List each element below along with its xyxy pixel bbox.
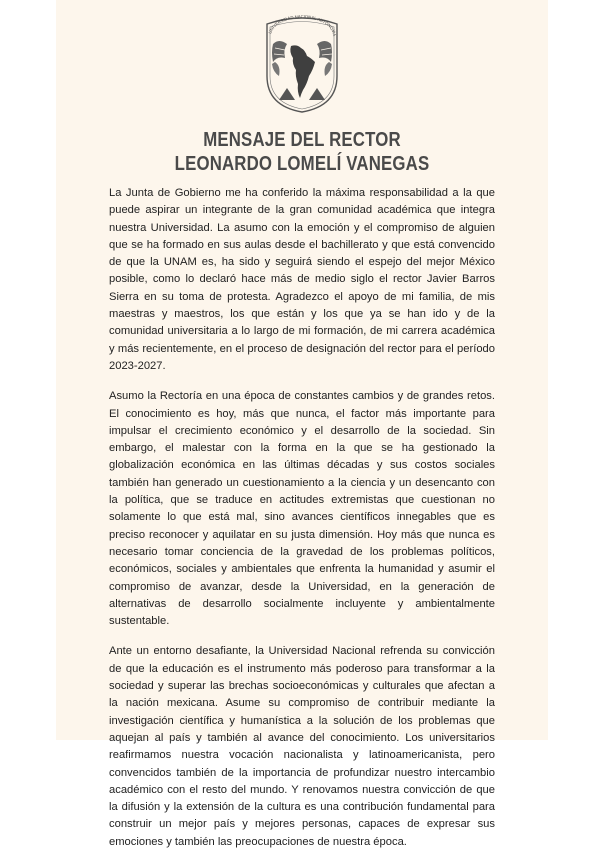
paragraph-3: Ante un entorno desafiante, la Universidad Nacional refrenda su convicción de que la educación es el instrumento más poderoso para transformar a la sociedad y superar las brechas socioeconómicas y culturales que afectan a la nación mexicana. Asume su compromiso de contribuir mediante la investigación científica y humanística a la solución de los problemas que aquejan al país y también al avance del conocimiento. Los universitarios reafirmamos nuestra vocación nacionalista y latinoamericanista, pero convencidos también de la importancia de profundizar nuestro intercambio académico con el resto del mundo. Y renovamos nuestra convicción de que la difusión y la extensión de la cultura es una contribución fundamental para construir un mejor país y mejores personas, capaces de expresar sus emociones y también las preocupaciones de nuestra época. [109,645,495,848]
title-line-1: MENSAJE DEL RECTOR [203,128,401,151]
document-page [56,0,548,848]
unam-seal-logo [261,14,343,114]
message-body [109,185,495,864]
paragraph-1: La Junta de Gobierno me ha conferido la máxima responsabilidad a la que puede aspirar un integrante de la gran comunidad académica que integra nuestra Universidad. La asumo con la emoción y el compromiso de alguien que se ha formado en sus aulas desde el bachillerato y que está convencido de que la UNAM es, ha sido y seguirá siendo el espejo del mejor México posible, como lo declaró hace más de medio siglo el rector Javier Barros Sierra en su toma de protesta. Agradezco el apoyo de mi familia, de mis maestras y maestros, los que están y los que ya se han ido y de la comunidad universitaria a lo largo de mi formación, de mi carrera académica y más recientemente, en el proceso de designación del rector para el período 2023-2027. [109,187,495,372]
page-title [100,128,503,176]
svg-text:UNIVERSIDAD NACIONAL AUTÓNOMA: UNIVERSIDAD NACIONAL AUTÓNOMA [267,14,338,37]
paragraph-2: Asumo la Rectoría en una época de constantes cambios y de grandes retos. El conocimiento es hoy, más que nunca, el factor más importante para impulsar el crecimiento económico y el desarrollo de la sociedad. Sin embargo, el malestar con la forma en la que se ha gestionado la globalización económica en las últimas décadas y sus costos sociales también han generado un cuestionamiento a la ciencia y un desencanto con la política, que se traduce en actitudes extremistas que cuestionan no solamente lo que está mal, sino avances científicos innegables que es preciso reconocer y aquilatar en su justa dimensión. Hoy más que nunca es necesario tomar conciencia de la gravedad de los problemas políticos, económicos, sociales y ambientales que enfrenta la humanidad y asumir el compromiso de avanzar, desde la Universidad, en la generación de alternativas de desarrollo socialmente incluyente y ambientalmente sustentable. [109,390,495,628]
title-line-2: LEONARDO LOMELÍ VANEGAS [174,152,430,175]
